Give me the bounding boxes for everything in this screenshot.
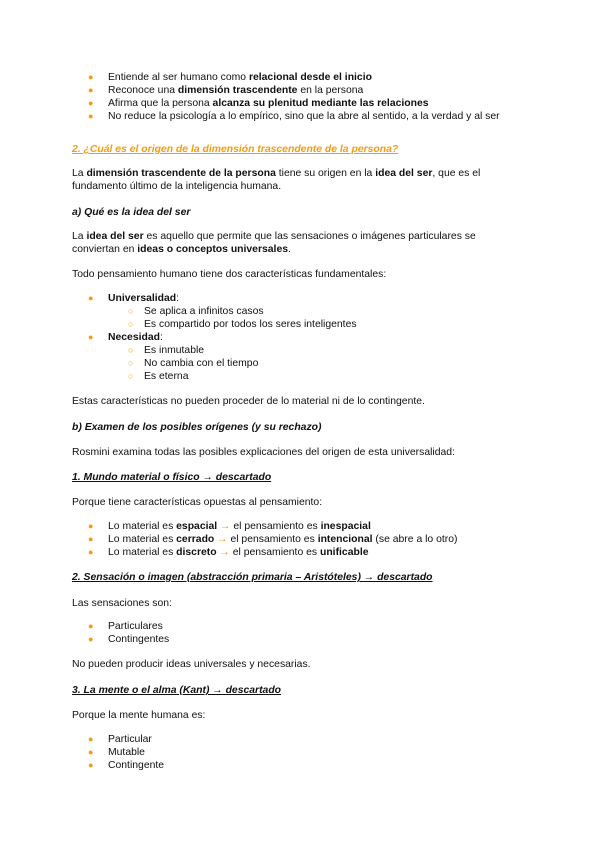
characteristics-list — [72, 292, 540, 383]
list-item: ● Particulares — [72, 620, 540, 633]
list-item-necesidad: ● Necesidad: — [72, 331, 540, 344]
origin-1-title: 1. Mundo material o físico → descartado — [72, 472, 272, 483]
arrow-right-icon: → — [214, 534, 231, 545]
origin-2-outro: No pueden producir ideas universales y necesarias. — [72, 659, 311, 670]
origin-1-intro: Porque tiene características opuestas al pensamiento: — [72, 497, 323, 508]
arrow-right-icon: → — [217, 521, 234, 532]
list-item: ● Contingente — [72, 759, 540, 772]
origin-3-title: 3. La mente o el alma (Kant) → descartado — [72, 685, 282, 696]
origin-2-list — [72, 620, 540, 646]
section-title-question-2: 2. ¿Cuál es el origen de la dimensión trascendente de la persona? — [72, 144, 399, 155]
subsection-title-a: a) Qué es la idea del ser — [72, 207, 191, 218]
sub-list-item: ○ Es inmutable — [72, 344, 540, 357]
sub-list-item: ○ Es eterna — [72, 370, 540, 383]
list-item: ● Entiende al ser humano como relacional desde el inicio — [72, 71, 540, 84]
list-item: ● Mutable — [72, 746, 540, 759]
list-item: ● Contingentes — [72, 633, 540, 646]
list-item: ● No reduce la psicología a lo empírico, sino que la abre al sentido, a la verdad y al ser — [72, 110, 540, 123]
subsection-title-b: b) Examen de los posibles orígenes (y su rechazo) — [72, 422, 322, 433]
list-item: ● Reconoce una dimensión trascendente en la persona — [72, 84, 540, 97]
list-item: ● Particular — [72, 733, 540, 746]
origin-2-title: 2. Sensación o imagen (abstracción primaria – Aristóteles) → descartado — [72, 572, 433, 583]
origin-2-intro: Las sensaciones son: — [72, 598, 172, 609]
paragraph-contingente: Estas características no pueden proceder de lo material ni de lo contingente. — [72, 396, 425, 407]
list-item: ● Lo material es discreto → el pensamiento es unificable — [72, 546, 540, 559]
intro-list — [72, 71, 540, 123]
sub-list-item: ○ Es compartido por todos los seres inteligentes — [72, 318, 540, 331]
list-item-universalidad: ● Universalidad: — [72, 292, 540, 305]
paragraph-origin: La dimensión trascendente de la persona tiene su origen en la idea del ser, que es el fundamento último de la inteligencia humana. — [72, 168, 481, 192]
paragraph-idea-del-ser: La idea del ser es aquello que permite que las sensaciones o imágenes particulares se conviertan en ideas o conceptos universales. — [72, 231, 476, 255]
arrow-right-icon: → — [216, 547, 233, 558]
list-item: ● Afirma que la persona alcanza su plenitud mediante las relaciones — [72, 97, 540, 110]
origin-3-intro: Porque la mente humana es: — [72, 710, 206, 721]
origin-3-list — [72, 733, 540, 772]
paragraph-rosmini: Rosmini examina todas las posibles explicaciones del origen de esta universalidad: — [72, 447, 455, 458]
list-item: ● Lo material es cerrado → el pensamiento es intencional (se abre a lo otro) — [72, 533, 540, 546]
sub-list-item: ○ Se aplica a infinitos casos — [72, 305, 540, 318]
list-item: ● Lo material es espacial → el pensamiento es inespacial — [72, 520, 540, 533]
origin-1-list — [72, 520, 540, 559]
sub-list-item: ○ No cambia con el tiempo — [72, 357, 540, 370]
paragraph-characteristics: Todo pensamiento humano tiene dos características fundamentales: — [72, 269, 387, 280]
